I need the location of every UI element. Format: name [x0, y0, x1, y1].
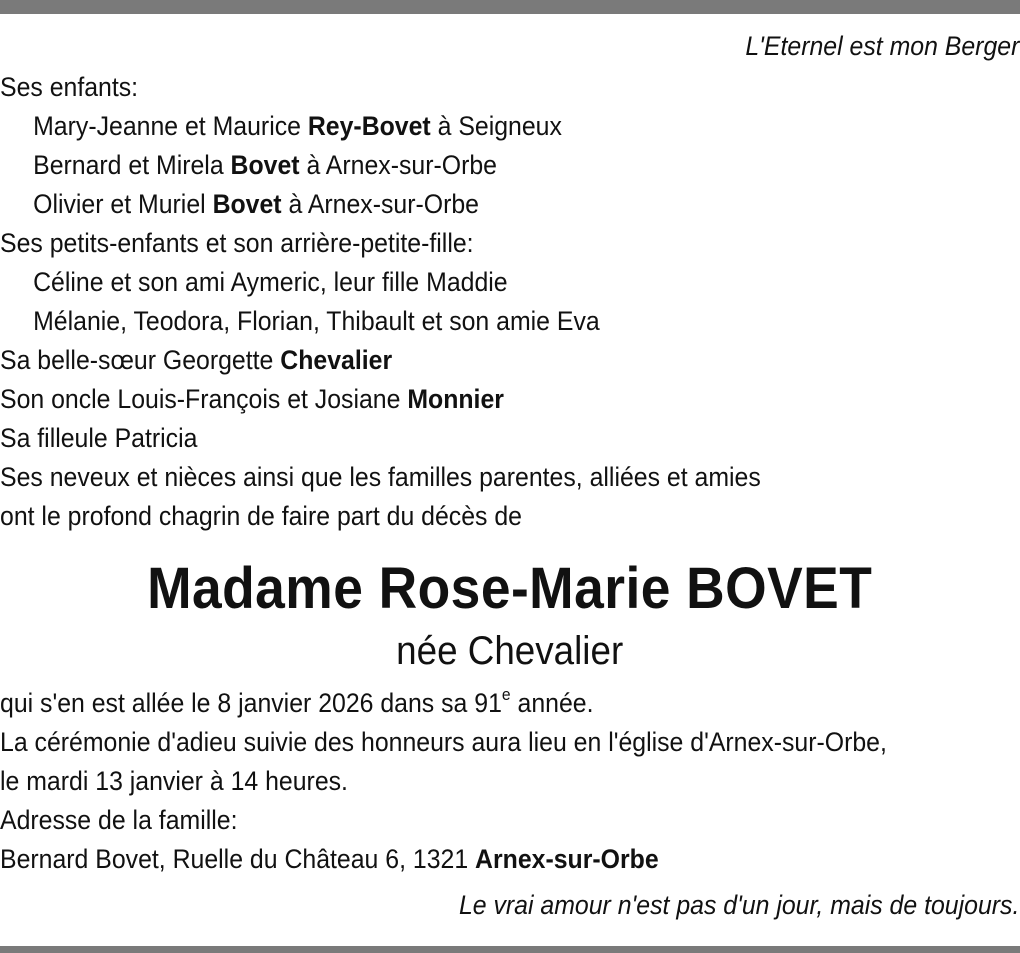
- family-name: Rey-Bovet: [307, 111, 431, 141]
- obituary-notice: [0, 24, 1020, 931]
- relative-entry: Sa belle-sœur Georgette Chevalier: [0, 345, 393, 375]
- address-heading: Adresse de la famille:: [0, 805, 238, 835]
- child-entry: Mary-Jeanne et Maurice Rey-Bovet à Seigneux: [33, 111, 562, 141]
- address-locality: Arnex-sur-Orbe: [475, 844, 659, 874]
- children-heading: Ses enfants:: [0, 72, 139, 102]
- address-line: Bernard Bovet, Ruelle du Château 6, 1321 Arnex-sur-Orbe: [0, 844, 659, 874]
- child-entry: Bernard et Mirela Bovet à Arnex-sur-Orbe: [33, 150, 497, 180]
- child-entry: Olivier et Muriel Bovet à Arnex-sur-Orbe: [33, 189, 479, 219]
- deceased-block: [0, 552, 1019, 676]
- ceremony-line: La cérémonie d'adieu suivie des honneurs aura lieu en l'église d'Arnex-sur-Orbe,: [0, 727, 887, 757]
- family-name: Bovet: [230, 150, 300, 180]
- maiden-name: née Chevalier: [396, 629, 624, 673]
- announcement: ont le profond chagrin de faire part du décès de: [0, 501, 522, 531]
- grandchild-entry: Céline et son ami Aymeric, leur fille Maddie: [33, 267, 508, 297]
- grandchild-entry: Mélanie, Teodora, Florian, Thibault et son amie Eva: [33, 306, 600, 336]
- motto-bottom: Le vrai amour n'est pas d'un jour, mais de toujours.: [458, 890, 1020, 920]
- ceremony-line: le mardi 13 janvier à 14 heures.: [0, 766, 348, 796]
- bottom-rule: [0, 946, 1020, 953]
- grandchildren-heading: Ses petits-enfants et son arrière-petite-fille:: [0, 228, 474, 258]
- motto-top: L'Eternel est mon Berger: [745, 31, 1020, 61]
- deceased-name: Madame Rose-Marie BOVET: [147, 556, 873, 621]
- relative-entry: Ses neveux et nièces ainsi que les familles parentes, alliées et amies: [0, 462, 761, 492]
- family-name: Monnier: [407, 384, 504, 414]
- family-name: Chevalier: [280, 345, 393, 375]
- relative-entry: Sa filleule Patricia: [0, 423, 198, 453]
- death-line: qui s'en est allée le 8 janvier 2026 dans sa 91e année.: [0, 685, 594, 718]
- family-name: Bovet: [212, 189, 282, 219]
- top-rule: [0, 0, 1020, 14]
- relative-entry: Son oncle Louis-François et Josiane Monnier: [0, 384, 504, 414]
